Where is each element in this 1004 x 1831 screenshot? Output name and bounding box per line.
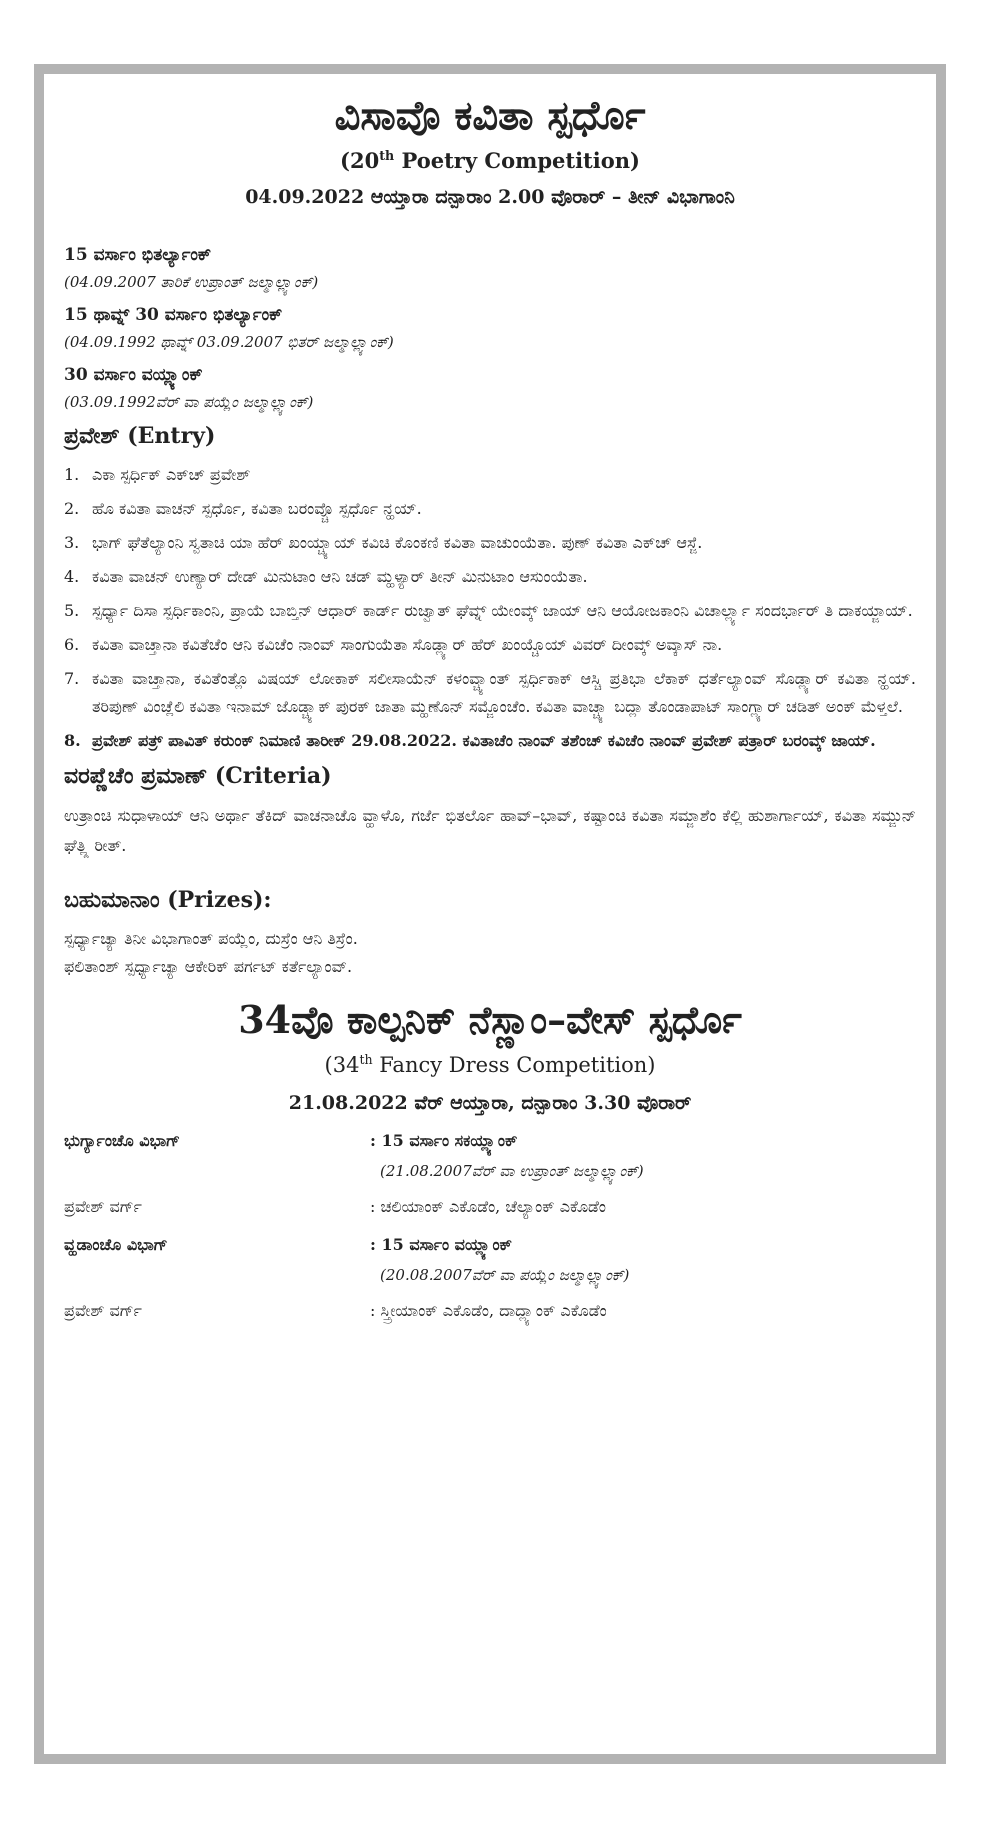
fancy-details (64, 1126, 916, 1326)
detail-value: : ಚಲಿಯಾಂಕ್ ಎಕೊಡೆಂ, ಚೆಲ್ಯಾಂಕ್ ಎಕೊಡೆಂ (370, 1197, 606, 1216)
detail-key: ಪ್ರವೇಶ್ ವರ್ಗ್ (64, 1197, 142, 1216)
poetry-subtitle: (20th Poetry Competition) (340, 148, 640, 173)
age-group-note: (04.09.1992 ಥಾವ್ನ್ 03.09.2007 ಭಿತರ್ ಜಲ್ಮಾಲ್ಲ್ಯಾಂಕ್) (64, 333, 394, 351)
list-item: 1. ಎಕಾ ಸ್ಪರ್ಧಿಕ್ ಎಕ್‌ಚ್ ಪ್ರವೇಶ್ (64, 465, 251, 484)
detail-key: ವ್ಹಡಾಂಚೊ ವಿಭಾಗ್ (64, 1235, 168, 1254)
prizes-line: ಫಲಿತಾಂಶ್ ಸ್ಪರ್ಧ್ಯಾಚ್ಯಾ ಆಕೇರಿಕ್ ಪರ್ಗಟ್ ಕರ್ತೆಲ್ಯಾಂವ್. (64, 957, 353, 976)
detail-row (64, 1296, 916, 1326)
detail-note: (20.08.2007ವೆರ್ ವಾ ಪಯ್ಲೆಂ ಜಲ್ಮಾಲ್ಲ್ಯಾಂಕ್) (380, 1266, 630, 1284)
prizes-heading: ಬಹುಮಾನಾಂ (Prizes): (64, 887, 272, 913)
age-group-note: (03.09.1992ವೆರ್ ವಾ ಪಯ್ಲೆಂ ಜಲ್ಮಾಲ್ಲ್ಯಾಂಕ್) (64, 393, 314, 411)
fancy-subtitle: (34th Fancy Dress Competition) (324, 1052, 656, 1077)
age-group-label: 15 ವರ್ಸಾಂ ಭಿತರ್ಲ್ಯಾಂಕ್ (64, 245, 212, 265)
detail-key: ಪ್ರವೇಶ್ ವರ್ಗ್ (64, 1301, 142, 1320)
list-item: 7. ಕವಿತಾ ವಾಚ್ತಾನಾ, ಕವಿತೆಂತ್ಲೊ ವಿಷಯ್ ಲೋಕಾಕ್ ಸಲೀಸಾಯೆನ್ ಕಳಂವ್ಚ್ಯಾಂತ್ ಸ್ಪರ್ಧಿಕಾಕ್ ಆಸ್ಚಿ ಪ್ರತಿಭಾ ಲೆಕಾಕ್ ಧರ್ತೆಲ್ಯಾಂವ್ ಸೊಡ್ಲ್ಯಾರ್ ಕವಿತಾ ನ್ಹಯ್. ತರಿಪುಣ್ ವಿಂಚ್ಲೆಲಿ ಕವಿತಾ ಇನಾಮ್ ಜೊಡ್ಚ್ಯಾಕ್ ಪುರಕ್ ಜಾತಾ ಮ್ಹಣೊನ್ ಸಮ್ಜೊಂಚೆಂ. ಕವಿತಾ ವಾಚ್ಚ್ಯಾ ಬದ್ಲಾ ತೊಂಡಾಪಾಟ್ ಸಾಂಗ್ಲ್ಯಾರ್ ಚಡಿತ್ ಅಂಕ್ ಮೆಳ್ತಲೆ. (64, 669, 916, 716)
age-group-label: 30 ವರ್ಸಾಂ ವಯ್ಲ್ಯಾಂಕ್ (64, 365, 203, 385)
entry-rules-list (64, 461, 916, 755)
age-group-label: 15 ಥಾವ್ನ್ 30 ವರ್ಸಾಂ ಭಿತರ್ಲ್ಯಾಂಕ್ (64, 305, 283, 325)
criteria-heading: ವರಪ್ಣೆಚೆಂ ಪ್ರಮಾಣ್ (Criteria) (64, 763, 332, 789)
detail-note: (21.08.2007ವೆರ್ ವಾ ಉಪ್ರಾಂತ್ ಜಲ್ಮಾಲ್ಲ್ಯಾಂಕ್) (380, 1162, 644, 1180)
detail-value: : 15 ವರ್ಸಾಂ ಸಕಯ್ಲ್ಯಾಂಕ್ (370, 1131, 518, 1150)
age-group-note: (04.09.2007 ತಾರಿಕೆ ಉಪ್ರಾಂತ್ ಜಲ್ಮಾಲ್ಲ್ಯಾಂಕ್) (64, 273, 319, 291)
list-item: 4. ಕವಿತಾ ವಾಚನ್ ಉಣ್ಯಾರ್ ದೇಡ್ ಮಿನುಟಾಂ ಆನಿ ಚಡ್ ಮ್ಹಳ್ಯಾರ್ ತೀನ್ ಮಿನುಟಾಂ ಆಸುಂಯೆತಾ. (64, 567, 588, 586)
criteria-text: ಉತ್ರಾಂಚಿ ಸುಧಾಳಾಯ್ ಆನಿ ಅರ್ಥಾ ತೆಕಿದ್ ವಾಚನಾಚೊ ವ್ಹಾಳೊ, ಗರ್ಜೆ ಭಿತರ್ಲೊ ಹಾವ್–ಭಾವ್, ಕಷ್ಟಾಂಚಿ ಕವಿತಾ ಸಮ್ಜಾಶೆಂ ಕೆಲ್ಲಿ ಹುಶಾರ್ಗಾಯ್, ಕವಿತಾ ಸಮ್ಜುನ್ ಘೆತ್ಲ್ಲಿ ರೀತ್. (64, 806, 916, 855)
age-groups (64, 241, 916, 415)
detail-row (64, 1230, 916, 1260)
poetry-title: ವಿಸಾವೊ ಕವಿತಾ ಸ್ಪರ್ಧೊ (334, 92, 646, 139)
list-item: 5. ಸ್ಪರ್ಧ್ಯಾ ದಿಸಾ ಸ್ಪರ್ಧಿಕಾಂನಿ, ಪ್ರಾಯೆ ಬಾಬ್ತಿನ್ ಆಧಾರ್ ಕಾರ್ಡ್ ರುಜ್ವಾತ್ ಘೆವ್ನ್ ಯೇಂವ್ಕ್ ಜಾಯ್ ಆನಿ ಆಯೋಜಕಾಂನಿ ವಿಚಾರ್ಲ್ಲ್ಯಾ ಸಂದರ್ಭಾರ್ ತಿ ದಾಕಯ್ಜಾಯ್. (64, 601, 913, 620)
detail-key: ಭುರ್ಗ್ಯಾಂಚೊ ವಿಭಾಗ್ (64, 1131, 180, 1150)
list-item: 2. ಹೊ ಕವಿತಾ ವಾಚನ್ ಸ್ಪರ್ಧೊ, ಕವಿತಾ ಬರಂವ್ಚೊ ಸ್ಪರ್ಧೊ ನ್ಹಯ್. (64, 499, 422, 518)
poetry-date-line: 04.09.2022 ಆಯ್ತಾರಾ ದನ್ಪಾರಾಂ 2.00 ವೊರಾರ್ – ತೀನ್ ವಿಭಾಗಾಂನಿ (245, 186, 735, 208)
detail-value: : ಸ್ತ್ರೀಯಾಂಕ್ ಎಕೊಡೆಂ, ದಾದ್ಲ್ಯಾಂಕ್ ಎಕೊಡೆಂ (370, 1301, 607, 1320)
list-item: 3. ಭಾಗ್ ಘೆತೆಲ್ಯಾಂನಿ ಸ್ವತಾಚಿ ಯಾ ಹೆರ್ ಖಂಯ್ಚ್ಯಾಯ್ ಕವಿಚಿ ಕೊಂಕಣಿ ಕವಿತಾ ವಾಚುಂಯೆತಾ. ಪುಣ್ ಕವಿತಾ ಎಕ್‌ಚ್ ಆಸ್ಜೆ. (64, 533, 703, 552)
fancy-title: 34ವೊ ಕಾಲ್ಪನಿಕ್ ನೆಸ್ಣಾಂ–ವೇಸ್ ಸ್ಪರ್ಧೊ (238, 997, 742, 1042)
list-item: 8. ಪ್ರವೇಶ್ ಪತ್ರ್ ಪಾವಿತ್ ಕರುಂಕ್ ನಿಮಾಣಿ ತಾರೀಕ್ 29.08.2022. ಕವಿತಾಚೆಂ ನಾಂವ್ ತಶೆಂಚ್ ಕವಿಚೆಂ ನಾಂವ್ ಪ್ರವೇಶ್ ಪತ್ರಾರ್ ಬರಂವ್ಕ್ ಜಾಯ್. (64, 731, 876, 750)
prizes-line: ಸ್ಪರ್ಧ್ಯಾಚ್ಯಾ ತಿನೀ ವಿಭಾಗಾಂತ್ ಪಯ್ಲೆಂ, ದುಸ್ರೆಂ ಆನಿ ತಿಸ್ರೆಂ. (64, 929, 358, 948)
detail-row (64, 1126, 916, 1156)
detail-value: : 15 ವರ್ಸಾಂ ವಯ್ಲ್ಯಾಂಕ್ (370, 1235, 512, 1254)
fancy-date-line: 21.08.2022 ವೆರ್ ಆಯ್ತಾರಾ, ದನ್ಪಾರಾಂ 3.30 ವೊರಾರ್ (288, 1092, 692, 1114)
entry-heading: ಪ್ರವೇಶ್ (Entry) (64, 423, 216, 449)
document-frame (34, 64, 946, 1764)
list-item: 6. ಕವಿತಾ ವಾಚ್ತಾನಾ ಕವಿತೆಚೆಂ ಆನಿ ಕವಿಚೆಂ ನಾಂವ್ ಸಾಂಗುಯೆತಾ ಸೊಡ್ಲ್ಯಾರ್ ಹೆರ್ ಖಂಯ್ಚೊಯ್ ವಿವರ್ ದೀಂವ್ಕ್ ಅವ್ಕಾಸ್ ನಾ. (64, 635, 723, 654)
detail-row (64, 1192, 916, 1222)
